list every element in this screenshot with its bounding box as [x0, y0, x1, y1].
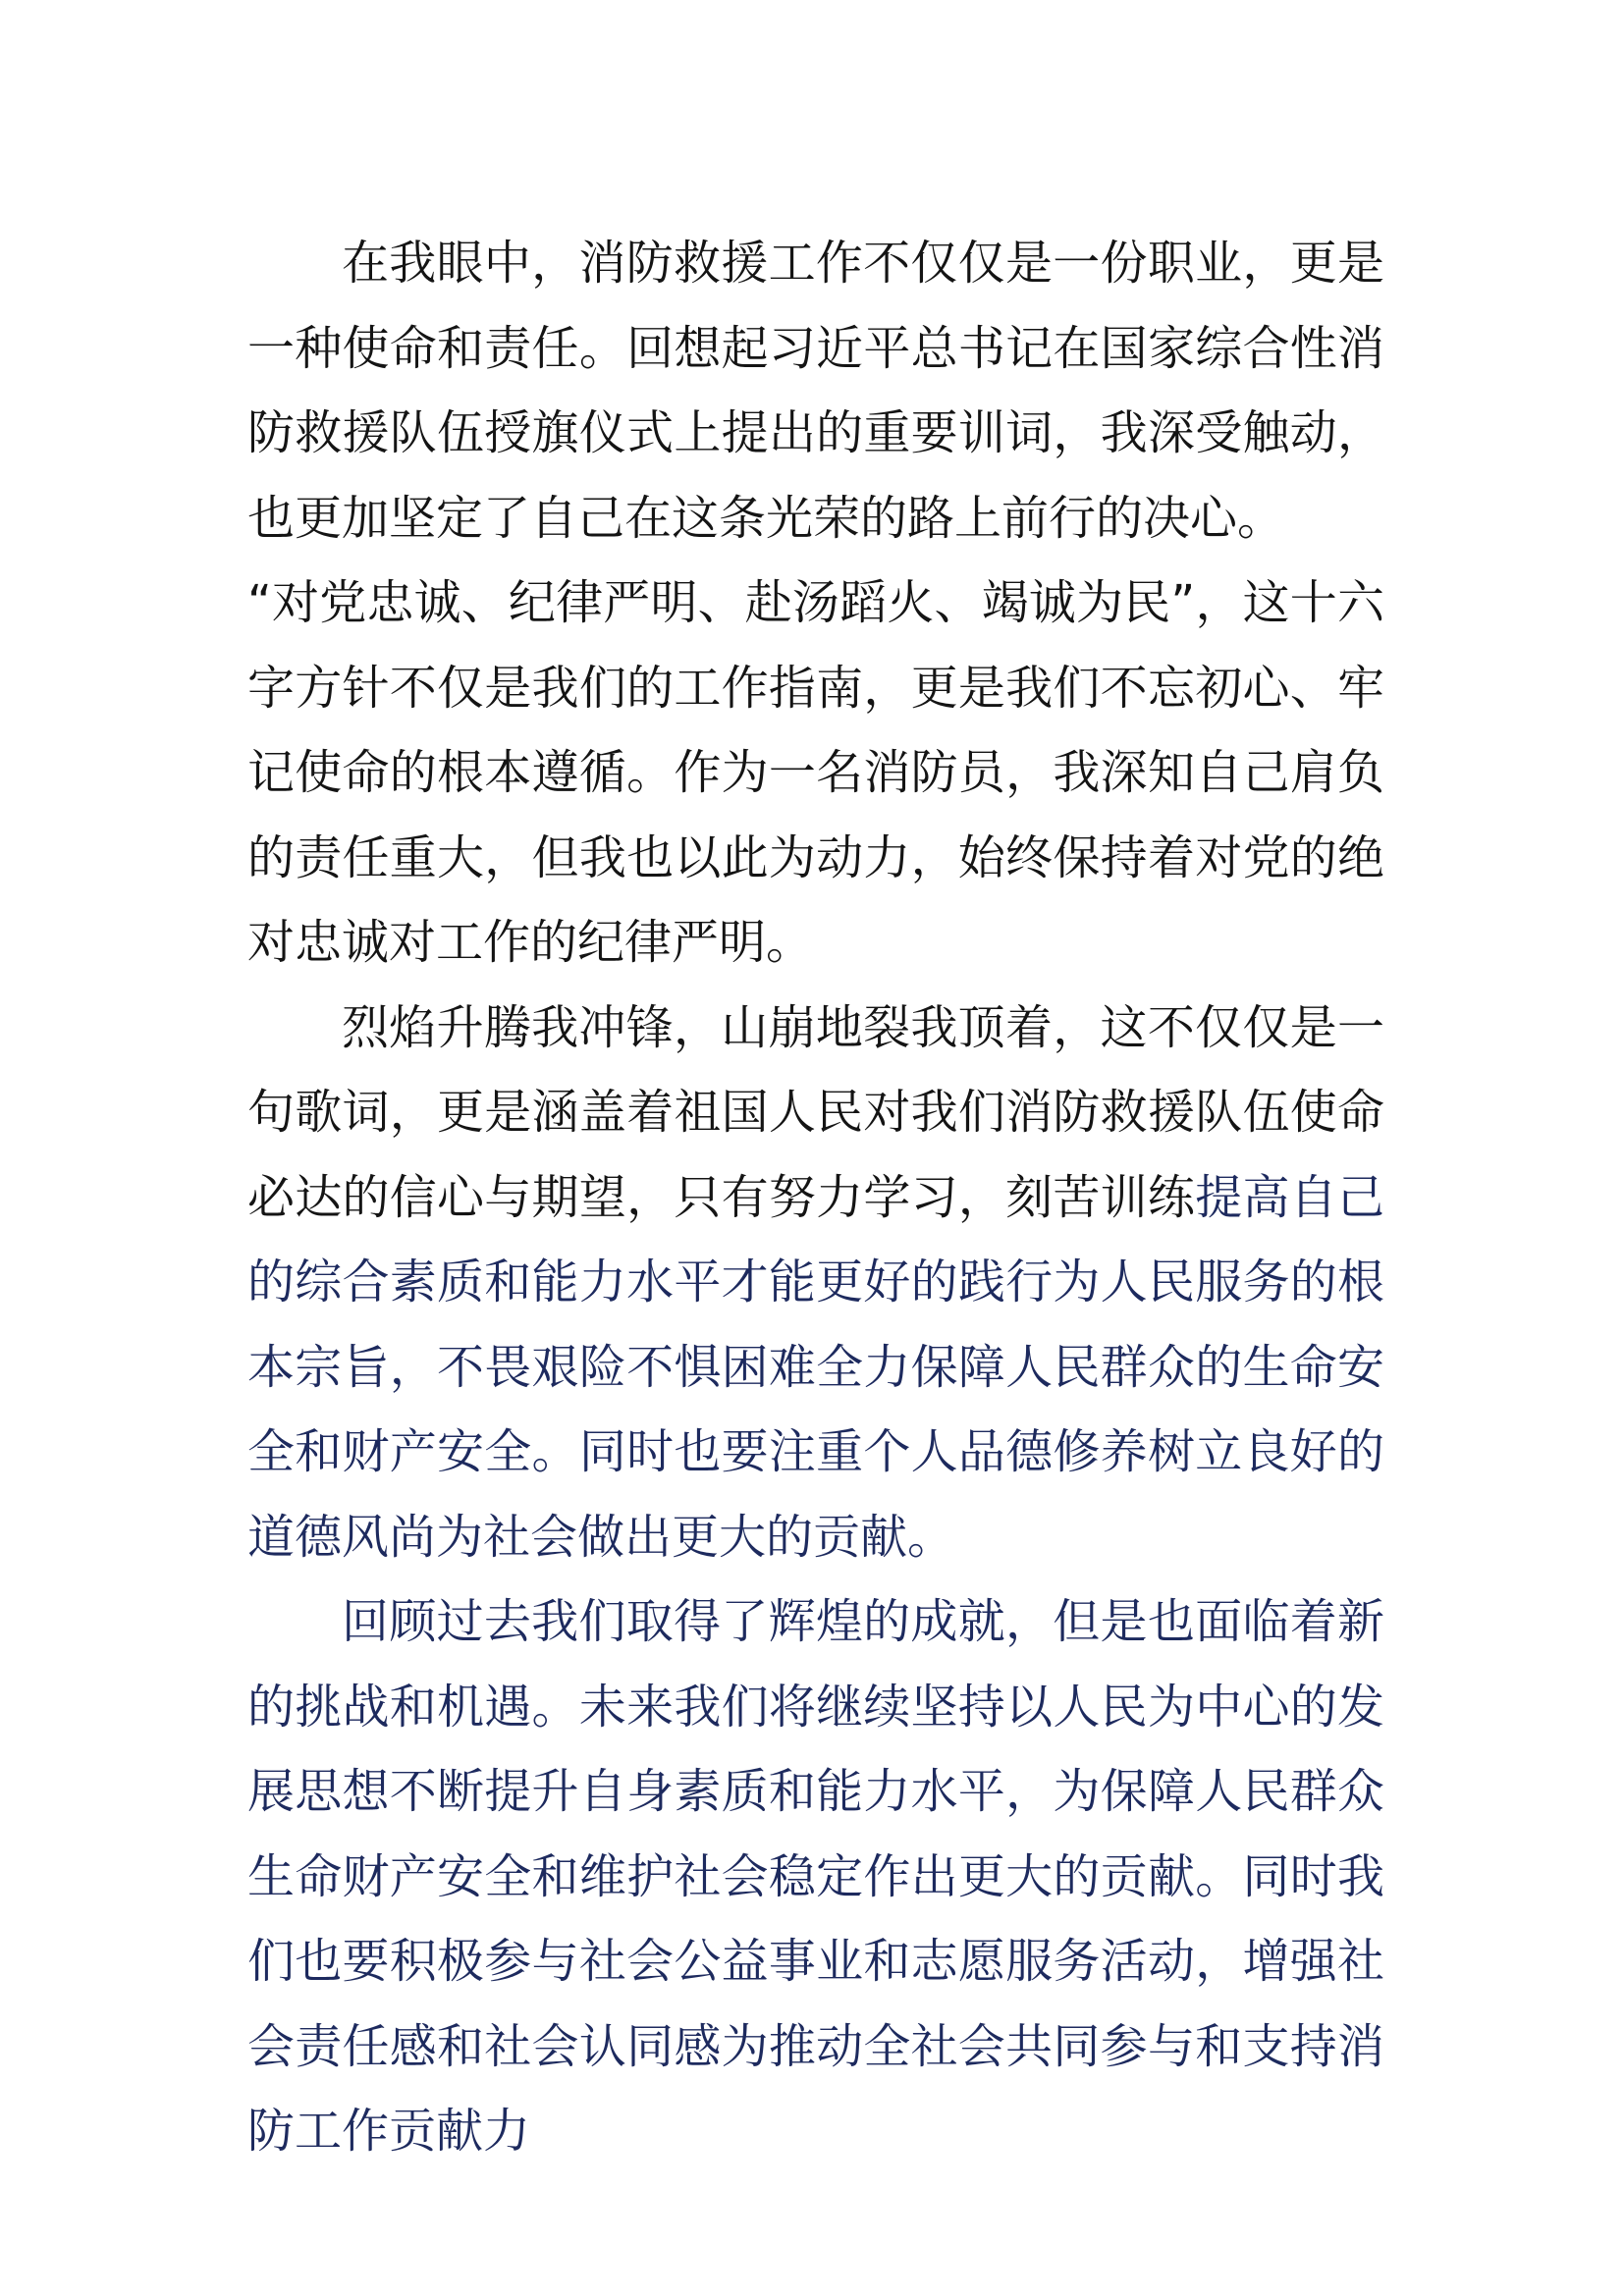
document-body	[247, 221, 1384, 2174]
paragraph-3-text-part-1: 烈焰升腾我冲锋，山崩地裂我顶着，这不仅仅是一句歌词，更是涵盖着祖国人民对我们消防救援队伍使命必达的信心与期望，只有努力学习，刻苦训练	[247, 999, 1384, 1225]
paragraph-4	[247, 1579, 1384, 2174]
paragraph-2	[247, 561, 1384, 986]
paragraph-4-text: 回顾过去我们取得了辉煌的成就，但是也面临着新的挑战和机遇。未来我们将继续坚持以人民为中心的发展思想不断提升自身素质和能力水平，为保障人民群众生命财产安全和维护社会稳定作出更大的贡献。同时我们也要积极参与社会公益事业和志愿服务活动，增强社会责任感和社会认同感为推动全社会共同参与和支持消防工作贡献力	[247, 1594, 1384, 2159]
paragraph-3-text-part-2: 提高自己的综合素质和能力水平才能更好的践行为人民服务的根本宗旨，不畏艰险不惧困难全力保障人民群众的生命安全和财产安全。同时也要注重个人品德修养树立良好的道德风尚为社会做出更大的贡献。	[247, 1169, 1384, 1565]
paragraph-1	[247, 221, 1384, 561]
paragraph-2-text: “对党忠诚、纪律严明、赴汤蹈火、竭诚为民”，这十六字方针不仅是我们的工作指南，更是我们不忘初心、牢记使命的根本遵循。作为一名消防员，我深知自己肩负的责任重大，但我也以此为动力，始终保持着对党的绝对忠诚对工作的纪律严明。	[247, 575, 1384, 970]
paragraph-3	[247, 986, 1384, 1580]
paragraph-1-text: 在我眼中，消防救援工作不仅仅是一份职业，更是一种使命和责任。回想起习近平总书记在国家综合性消防救援队伍授旗仪式上提出的重要训词，我深受触动，也更加坚定了自己在这条光荣的路上前行的决心。	[247, 236, 1384, 546]
